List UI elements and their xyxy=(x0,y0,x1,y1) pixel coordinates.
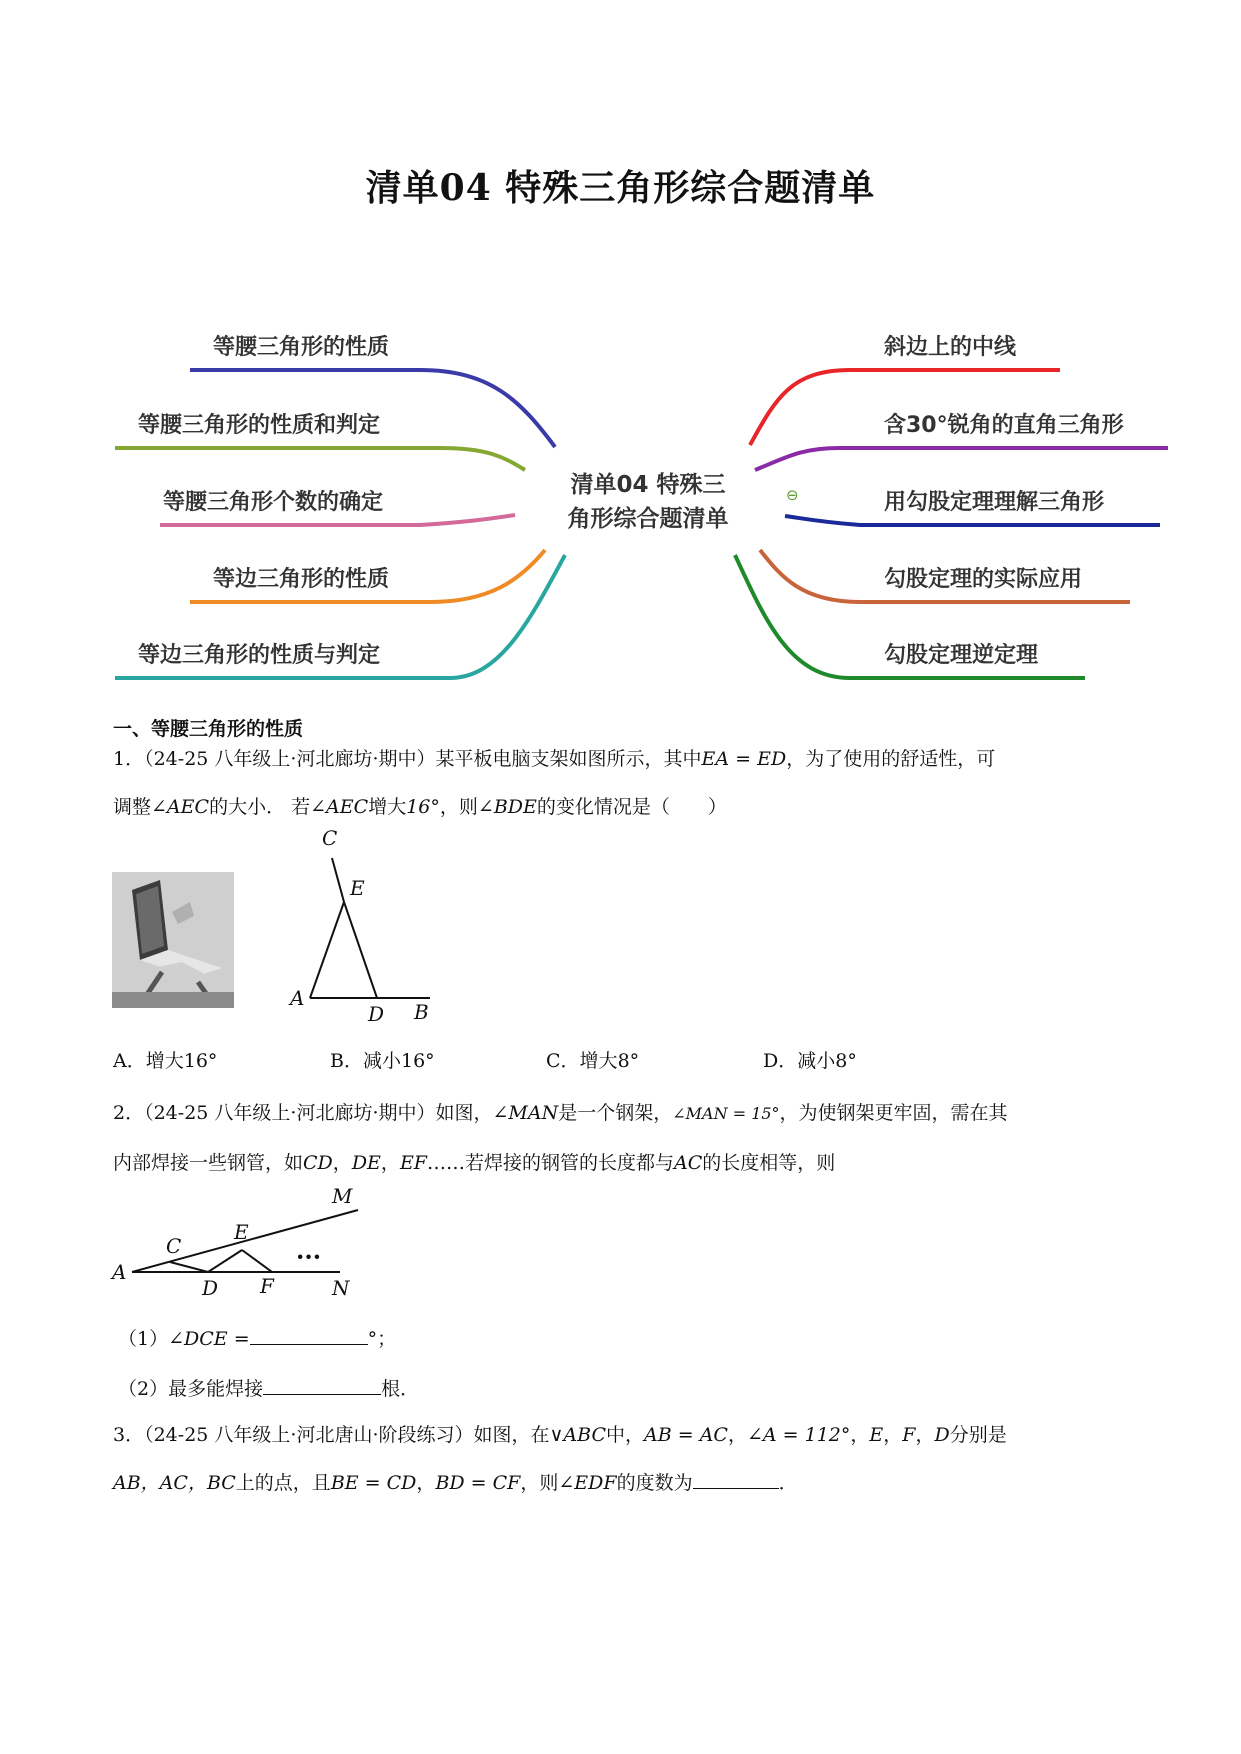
q2-label-a: A xyxy=(112,1260,127,1284)
q2-text: （2）最多能焊接 xyxy=(118,1378,264,1400)
q2-label-f: F xyxy=(260,1274,274,1298)
q2-line-2 xyxy=(113,1148,835,1178)
q1-option-b[interactable] xyxy=(330,1046,435,1076)
q1-figure-lines xyxy=(280,836,450,1026)
q3-text: ， xyxy=(416,1472,436,1494)
q2-text: ，为使钢架更牢固，需在其 xyxy=(779,1102,1008,1124)
q2-source: （24-25 八年级上·河北廊坊·期中） xyxy=(144,1102,436,1124)
q3-math: D xyxy=(934,1424,950,1446)
q1-source: （24-25 八年级上·河北廊坊·期中） xyxy=(144,748,436,770)
q1-text: ，则 xyxy=(439,796,478,818)
answer-blank-1[interactable] xyxy=(250,1324,368,1345)
option-value: 8° xyxy=(835,1050,857,1072)
branch-line-left-2 xyxy=(115,448,525,470)
laptop-stand-image xyxy=(112,872,234,1008)
option-letter: C． xyxy=(546,1050,580,1072)
q1-math: ∠BDE xyxy=(477,796,537,818)
q3-text: 如图，在 xyxy=(473,1424,550,1446)
q1-math: ∠AEC xyxy=(310,796,369,818)
q2-math: DE xyxy=(351,1152,381,1174)
option-text: 减小 xyxy=(362,1050,401,1072)
q3-source: （24-25 八年级上·河北唐山·阶段练习） xyxy=(144,1424,474,1446)
q2-sub-2 xyxy=(118,1374,419,1404)
answer-blank-2[interactable] xyxy=(263,1374,381,1395)
q2-text: ， xyxy=(380,1152,400,1174)
q1-text: 某平板电脑支架如图所示，其中 xyxy=(435,748,702,770)
q3-text: 上的点，且 xyxy=(235,1472,331,1494)
q1-option-c[interactable] xyxy=(546,1046,639,1076)
q3-text: ， xyxy=(915,1424,935,1446)
q1-figure xyxy=(280,826,450,1026)
q2-math: ∠MAN xyxy=(492,1102,559,1124)
q2-text: 如图， xyxy=(435,1102,493,1124)
option-value: 16° xyxy=(183,1050,218,1072)
page-title: 清单04 特殊三角形综合题清单 xyxy=(365,167,876,209)
branch-left-2[interactable]: 等腰三角形的性质和判定 xyxy=(138,413,381,438)
q2-text: 的长度相等，则 xyxy=(702,1152,836,1174)
q3-line-2 xyxy=(113,1468,798,1498)
branch-right-5[interactable]: 勾股定理逆定理 xyxy=(884,643,1039,668)
q1-text: 调整 xyxy=(113,796,152,818)
q3-math: E xyxy=(869,1424,884,1446)
q3-math: AB = AC xyxy=(644,1424,728,1446)
branch-right-1[interactable]: 斜边上的中线 xyxy=(884,335,1017,360)
q2-number: 2． xyxy=(113,1102,145,1124)
q2-sub-1 xyxy=(118,1324,396,1354)
mind-map-center xyxy=(548,468,748,536)
q1-option-d[interactable] xyxy=(763,1046,857,1076)
q3-math: AB，AC，BC xyxy=(113,1472,236,1494)
q3-text: ，则 xyxy=(520,1472,559,1494)
q2-sub-label: （1） xyxy=(118,1328,169,1350)
q2-math: ∠DCE = xyxy=(168,1328,250,1350)
option-text: 增大 xyxy=(145,1050,184,1072)
q1-label-a: A xyxy=(290,986,305,1010)
q3-text: 分别是 xyxy=(949,1424,1007,1446)
option-letter: D． xyxy=(763,1050,798,1072)
q2-line-1 xyxy=(113,1098,1008,1129)
branch-line-right-3 xyxy=(785,516,1160,525)
q1-number: 1． xyxy=(113,748,145,770)
option-text: 增大 xyxy=(579,1050,618,1072)
branch-right-4[interactable]: 勾股定理的实际应用 xyxy=(884,567,1083,592)
q2-label-n: N xyxy=(332,1276,350,1300)
q2-label-d: D xyxy=(202,1276,219,1300)
q3-line-1 xyxy=(113,1420,1007,1450)
q2-label-c: C xyxy=(166,1234,182,1258)
q2-math: EF xyxy=(399,1152,427,1174)
q2-label-m: M xyxy=(332,1184,353,1208)
center-line-1: 清单04 特殊三 xyxy=(570,472,726,498)
answer-blank-3[interactable] xyxy=(693,1468,779,1489)
q1-text: 的大小． 若 xyxy=(209,796,311,818)
q2-ellipsis: ··· xyxy=(296,1242,322,1271)
q1-text: 的变化情况是（ ） xyxy=(536,796,727,818)
q3-text: ， xyxy=(850,1424,870,1446)
q3-text: ， xyxy=(883,1424,903,1446)
branch-line-right-2 xyxy=(755,448,1168,470)
q3-math: BE = CD xyxy=(330,1472,417,1494)
q2-math: AC xyxy=(674,1152,703,1174)
q3-text: 的度数为 xyxy=(616,1472,693,1494)
collapse-icon[interactable]: ⊖ xyxy=(786,486,799,504)
option-letter: A． xyxy=(113,1050,146,1072)
q1-text: ，为了使用的舒适性，可 xyxy=(786,748,996,770)
q3-text: 中， xyxy=(606,1424,645,1446)
q3-math: BD = CF xyxy=(435,1472,521,1494)
q3-number: 3． xyxy=(113,1424,145,1446)
branch-left-1[interactable]: 等腰三角形的性质 xyxy=(213,335,390,360)
option-text: 减小 xyxy=(797,1050,836,1072)
q1-line-1 xyxy=(113,744,995,774)
branch-right-2[interactable]: 含30°锐角的直角三角形 xyxy=(884,413,1124,438)
q3-math: ∠EDF xyxy=(558,1472,617,1494)
mind-map xyxy=(0,0,1241,700)
q2-text: 根． xyxy=(381,1378,420,1400)
q2-label-e: E xyxy=(234,1220,249,1244)
q3-math: ∨ABC xyxy=(549,1424,606,1446)
laptop-stand-photo xyxy=(112,872,234,1008)
q1-math: EA = ED xyxy=(701,748,787,770)
branch-left-3[interactable]: 等腰三角形个数的确定 xyxy=(163,490,384,515)
q1-label-c: C xyxy=(322,826,338,850)
branch-left-4[interactable]: 等边三角形的性质 xyxy=(213,567,390,592)
q2-text: °； xyxy=(367,1328,397,1350)
q1-line-2 xyxy=(113,792,727,822)
branch-left-5[interactable]: 等边三角形的性质与判定 xyxy=(138,643,381,668)
branch-line-left-3 xyxy=(160,515,515,525)
center-line-2: 角形综合题清单 xyxy=(567,506,729,532)
q3-text: ， xyxy=(727,1424,747,1446)
q1-text: 增大 xyxy=(368,796,407,818)
q3-math: F xyxy=(902,1424,916,1446)
option-value: 16° xyxy=(400,1050,435,1072)
option-value: 8° xyxy=(617,1050,640,1072)
q2-figure xyxy=(110,1184,380,1300)
q2-text: ……若焊接的钢管的长度都与 xyxy=(427,1152,675,1174)
q1-label-d: D xyxy=(368,1002,385,1026)
q2-text: 是一个钢架， xyxy=(558,1102,673,1124)
q2-text: ， xyxy=(332,1152,352,1174)
q3-text: ． xyxy=(778,1472,798,1494)
q1-label-e: E xyxy=(350,876,365,900)
mind-map-branches xyxy=(0,0,1241,700)
q3-math: ∠A = 112° xyxy=(746,1424,851,1446)
q2-math: ∠MAN = 15° xyxy=(672,1104,780,1123)
option-letter: B． xyxy=(330,1050,363,1072)
section-heading: 一、等腰三角形的性质 xyxy=(113,718,304,740)
q1-label-b: B xyxy=(414,1000,429,1024)
q1-option-a[interactable] xyxy=(113,1046,217,1076)
q1-math: 16° xyxy=(406,796,440,818)
branch-right-3[interactable]: 用勾股定理理解三角形 xyxy=(884,490,1105,515)
q2-math: CD xyxy=(303,1152,333,1174)
q2-text: 内部焊接一些钢管，如 xyxy=(113,1152,304,1174)
q1-math: ∠AEC xyxy=(151,796,210,818)
